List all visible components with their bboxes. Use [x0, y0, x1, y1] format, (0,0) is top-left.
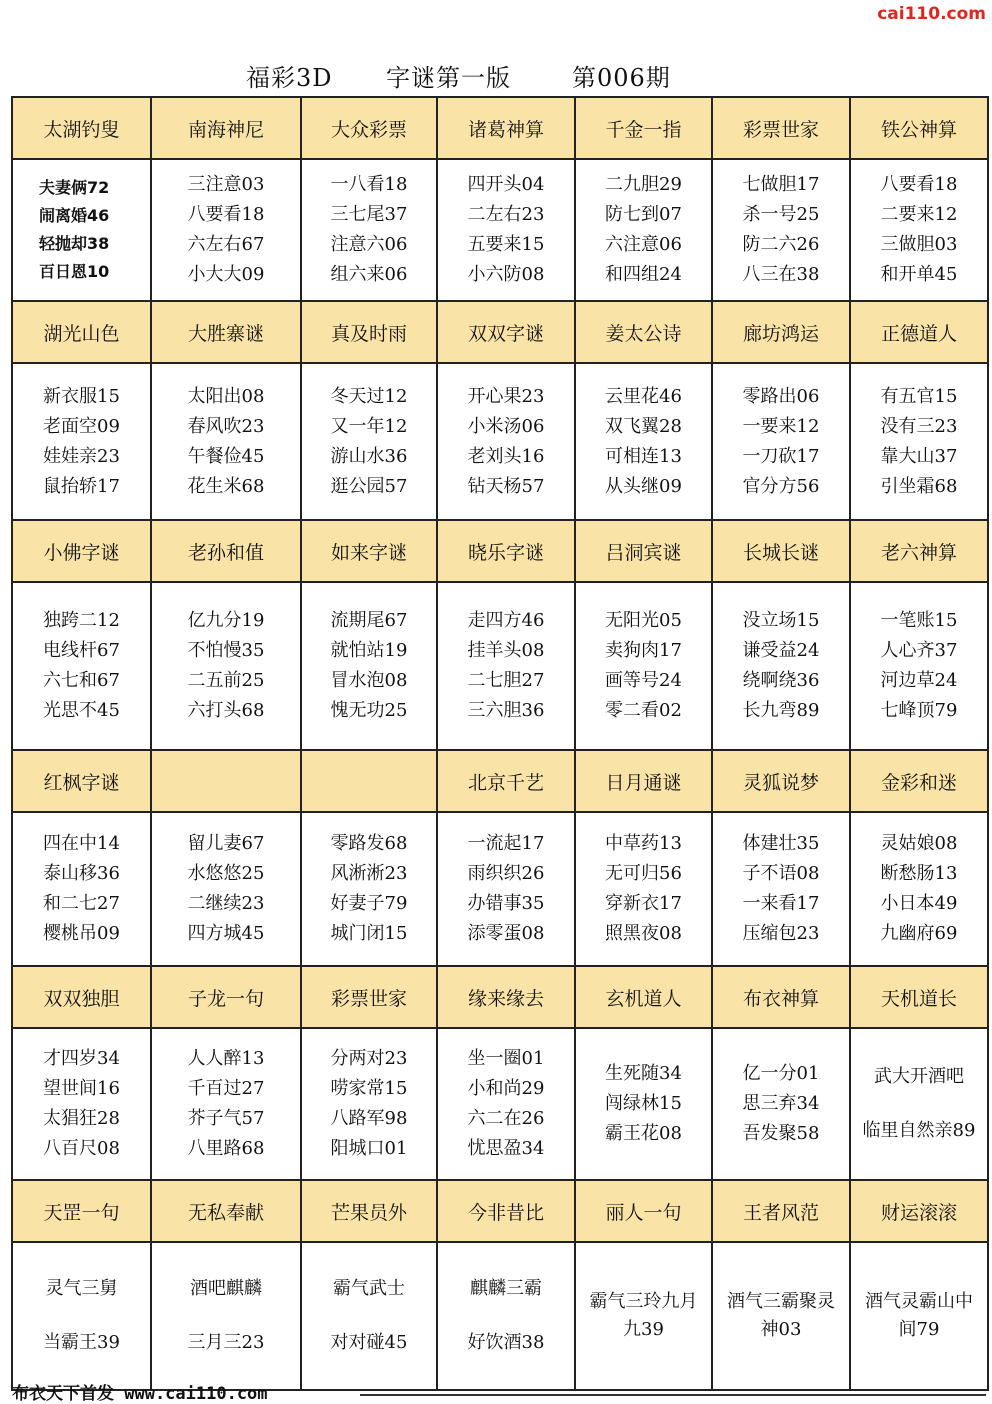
riddle-line: 三做胆03 — [880, 234, 958, 255]
footer-divider — [360, 1394, 986, 1396]
riddle-cell — [437, 1242, 575, 1390]
column-source-name: 无私奉献 — [151, 1180, 301, 1242]
riddle-line: 望世间16 — [43, 1078, 120, 1099]
riddle-line: 七做胆17 — [742, 174, 820, 195]
riddle-row — [12, 812, 988, 966]
riddle-line: 杀一号25 — [742, 204, 820, 225]
column-source-name: 晓乐字谜 — [437, 520, 575, 582]
riddle-line: 二九胆29 — [605, 174, 682, 195]
riddle-line: 泰山移36 — [43, 863, 120, 884]
lottery-name: 福彩3D — [246, 64, 333, 92]
column-source-name: 丽人一句 — [575, 1180, 712, 1242]
riddle-line: 四开头04 — [467, 174, 545, 195]
riddle-line: 阳城口01 — [330, 1138, 408, 1159]
riddle-cell — [712, 159, 850, 301]
riddle-line: 花生米68 — [187, 475, 265, 497]
riddle-line: 和四组24 — [605, 264, 682, 285]
column-source-name: 今非昔比 — [437, 1180, 575, 1242]
riddle-line: 小大大09 — [187, 264, 265, 285]
riddle-line: 冒水泡08 — [330, 670, 408, 691]
riddle-line: 三七尾37 — [330, 204, 408, 225]
riddle-line: 百日恩10 — [39, 262, 110, 281]
riddle-line: 不怕慢35 — [187, 640, 265, 661]
riddle-line: 和开单45 — [880, 264, 958, 285]
riddle-line: 二左右23 — [467, 204, 545, 225]
riddle-line: 二继续23 — [187, 893, 265, 914]
riddle-line: 当霸王39 — [43, 1332, 120, 1353]
riddle-line: 长九弯89 — [742, 700, 820, 721]
riddle-line: 临里自然亲89 — [862, 1120, 976, 1141]
riddle-line: 照黑夜08 — [605, 923, 682, 944]
riddle-line: 水悠悠25 — [187, 863, 265, 884]
riddle-line: 四方城45 — [187, 923, 265, 944]
riddle-line: 酒吧麒麟 — [190, 1278, 262, 1299]
riddle-line: 人人醉13 — [187, 1048, 265, 1069]
riddle-line: 太阳出08 — [187, 385, 265, 407]
riddle-line: 一刀砍17 — [742, 445, 820, 467]
riddle-line: 流期尾67 — [330, 610, 408, 631]
riddle-row — [12, 363, 988, 520]
riddle-line: 唠家常15 — [330, 1078, 408, 1099]
column-source-name: 日月通谜 — [575, 750, 712, 812]
riddle-line: 七峰顶79 — [880, 700, 958, 721]
column-source-name: 小佛字谜 — [12, 520, 151, 582]
riddle-line: 防七到07 — [605, 204, 682, 225]
riddle-line: 官分方56 — [742, 475, 820, 497]
riddle-line: 卖狗肉17 — [605, 640, 682, 661]
riddle-cell — [12, 363, 151, 520]
column-source-name: 子龙一句 — [151, 966, 301, 1028]
riddle-line: 小和尚29 — [467, 1078, 545, 1099]
riddle-line: 一笔账15 — [880, 610, 958, 631]
riddle-line: 亿一分01 — [742, 1063, 820, 1084]
riddle-line: 零路发68 — [330, 833, 408, 854]
issue-number: 第006期 — [572, 64, 671, 92]
riddle-line: 生死随34 — [605, 1063, 682, 1084]
riddle-line: 小日本49 — [880, 893, 958, 914]
column-source-name: 彩票世家 — [712, 97, 850, 159]
riddle-line: 鼠抬轿17 — [43, 475, 120, 497]
riddle-line: 人心齐37 — [880, 640, 958, 661]
riddle-line: 闹离婚46 — [39, 206, 110, 225]
column-source-name: 南海神尼 — [151, 97, 301, 159]
riddle-cell — [12, 159, 151, 301]
riddle-cell — [151, 582, 301, 750]
riddle-line: 五要来15 — [467, 234, 545, 255]
riddle-line: 中草药13 — [605, 833, 682, 854]
riddle-line: 组六来06 — [330, 264, 408, 285]
riddle-line: 坐一圈01 — [467, 1048, 545, 1069]
riddle-line: 走四方46 — [467, 610, 545, 631]
riddle-line: 钻天杨57 — [467, 475, 545, 497]
riddle-line: 八要看18 — [187, 204, 265, 225]
riddle-row — [12, 582, 988, 750]
riddle-line: 挂羊头08 — [467, 640, 545, 661]
riddle-line: 九幽府69 — [880, 923, 958, 944]
column-source-name — [151, 750, 301, 812]
riddle-line: 千百过27 — [187, 1078, 265, 1099]
riddle-cell — [437, 159, 575, 301]
riddle-line: 愧无功25 — [330, 700, 408, 721]
riddle-line: 六七和67 — [43, 670, 120, 691]
site-watermark: cai110.com — [877, 4, 986, 24]
riddle-line: 分两对23 — [330, 1048, 408, 1069]
riddle-line: 灵气三舅 — [45, 1278, 118, 1299]
riddle-line: 才四岁34 — [43, 1048, 120, 1069]
column-source-name: 太湖钓叟 — [12, 97, 151, 159]
riddle-cell — [850, 363, 988, 520]
column-source-name: 玄机道人 — [575, 966, 712, 1028]
riddle-line: 云里花46 — [605, 385, 682, 407]
riddle-line: 独跨二12 — [43, 610, 120, 631]
riddle-line: 无阳光05 — [605, 610, 682, 631]
riddle-line: 办错事35 — [467, 893, 545, 914]
riddle-cell — [850, 1242, 988, 1390]
riddle-line: 风淅淅23 — [330, 863, 408, 884]
riddle-line: 霸王花08 — [605, 1123, 682, 1144]
riddle-row — [12, 1242, 988, 1390]
riddle-line: 又一年12 — [330, 415, 408, 437]
riddle-cell — [850, 812, 988, 966]
riddle-line: 八三在38 — [742, 264, 820, 285]
riddle-line: 午餐俭45 — [187, 445, 265, 467]
riddle-cell — [575, 812, 712, 966]
riddle-line: 双飞翼28 — [605, 415, 682, 437]
riddle-line: 小米汤06 — [467, 415, 545, 437]
riddle-cell — [12, 1242, 151, 1390]
riddle-line: 老面空09 — [43, 415, 120, 437]
riddle-line: 雨织织26 — [467, 863, 545, 884]
riddle-line: 八里路68 — [187, 1138, 265, 1159]
riddle-cell — [301, 1028, 437, 1180]
riddle-line: 吾发聚58 — [742, 1123, 820, 1144]
riddle-line: 酒气灵霸山中间79 — [865, 1291, 973, 1340]
riddle-line: 城门闭15 — [330, 923, 408, 944]
column-source-name: 北京千艺 — [437, 750, 575, 812]
riddle-cell — [151, 159, 301, 301]
riddle-line: 开心果23 — [467, 385, 545, 407]
column-source-name: 诸葛神算 — [437, 97, 575, 159]
footer-credit: 布衣天下首发 www.cai110.com — [12, 1384, 268, 1404]
riddle-line: 六注意06 — [605, 234, 682, 255]
riddle-line: 没立场15 — [742, 610, 820, 631]
riddle-line: 对对碰45 — [330, 1332, 408, 1353]
column-source-name: 真及时雨 — [301, 301, 437, 363]
riddle-cell — [850, 1028, 988, 1180]
riddle-line: 可相连13 — [605, 445, 682, 467]
riddle-cell — [301, 1242, 437, 1390]
riddle-line: 太猖狂28 — [43, 1108, 120, 1129]
column-source-name: 姜太公诗 — [575, 301, 712, 363]
riddle-line: 新衣服15 — [43, 385, 120, 407]
riddle-line: 八要看18 — [880, 174, 958, 195]
riddle-line: 霸气三玲九月九39 — [589, 1291, 698, 1340]
riddle-line: 夫妻俩72 — [39, 178, 110, 197]
riddle-line: 光思不45 — [43, 700, 120, 721]
riddle-line: 三六胆36 — [467, 700, 545, 721]
riddle-cell — [575, 159, 712, 301]
riddle-line: 就怕站19 — [330, 640, 408, 661]
riddle-line: 留儿妻67 — [187, 833, 265, 854]
riddle-line: 春风吹23 — [187, 415, 265, 437]
riddle-line: 好饮酒38 — [467, 1332, 545, 1353]
riddle-cell — [437, 582, 575, 750]
riddle-cell — [12, 1028, 151, 1180]
riddle-cell — [437, 812, 575, 966]
riddle-line: 压缩包23 — [742, 923, 820, 944]
riddle-line: 六二在26 — [467, 1108, 545, 1129]
riddle-line: 娃娃亲23 — [43, 445, 120, 467]
column-source-name: 芒果员外 — [301, 1180, 437, 1242]
riddle-cell — [12, 812, 151, 966]
column-source-name: 彩票世家 — [301, 966, 437, 1028]
riddle-line: 一流起17 — [467, 833, 545, 854]
column-source-name: 缘来缘去 — [437, 966, 575, 1028]
riddle-line: 游山水36 — [330, 445, 408, 467]
riddle-line: 酒气三霸聚灵神03 — [727, 1291, 835, 1340]
riddle-line: 靠大山37 — [880, 445, 958, 467]
column-source-name: 廊坊鸿运 — [712, 301, 850, 363]
riddle-line: 芥子气57 — [187, 1108, 265, 1129]
riddle-cell — [151, 363, 301, 520]
riddle-line: 好妻子79 — [330, 893, 408, 914]
column-source-name: 长城长谜 — [712, 520, 850, 582]
riddle-cell — [437, 1028, 575, 1180]
riddle-line: 零路出06 — [742, 385, 820, 407]
riddle-cell — [575, 582, 712, 750]
riddle-line: 谦受益24 — [742, 640, 820, 661]
riddle-line: 引坐霜68 — [880, 475, 958, 497]
riddle-line: 冬天过12 — [330, 385, 408, 407]
riddle-line: 三月三23 — [187, 1332, 265, 1353]
column-source-name: 千金一指 — [575, 97, 712, 159]
column-source-name: 金彩和迷 — [850, 750, 988, 812]
riddle-line: 子不语08 — [742, 863, 820, 884]
column-source-name — [301, 750, 437, 812]
header-row — [12, 97, 988, 159]
riddle-cell — [712, 1242, 850, 1390]
riddle-cell — [850, 582, 988, 750]
riddle-line: 零二看02 — [605, 700, 682, 721]
riddle-line: 霸气武士 — [333, 1278, 405, 1299]
riddle-cell — [712, 1028, 850, 1180]
column-source-name: 吕洞宾谜 — [575, 520, 712, 582]
column-source-name: 老六神算 — [850, 520, 988, 582]
column-source-name: 灵狐说梦 — [712, 750, 850, 812]
riddle-cell — [301, 159, 437, 301]
column-source-name: 大胜寨谜 — [151, 301, 301, 363]
riddle-cell — [712, 812, 850, 966]
riddle-line: 电线杆67 — [43, 640, 120, 661]
riddle-cell — [712, 363, 850, 520]
riddle-line: 从头继09 — [605, 475, 682, 497]
riddle-cell — [850, 159, 988, 301]
riddle-line: 思三弃34 — [742, 1093, 820, 1114]
riddle-cell — [301, 363, 437, 520]
riddle-line: 防二六26 — [742, 234, 820, 255]
column-source-name: 天罡一句 — [12, 1180, 151, 1242]
riddle-line: 二七胆27 — [467, 670, 545, 691]
riddle-line: 三注意03 — [187, 174, 265, 195]
column-source-name: 财运滚滚 — [850, 1180, 988, 1242]
riddle-cell — [151, 1242, 301, 1390]
riddle-row — [12, 1028, 988, 1180]
header-row — [12, 750, 988, 812]
riddle-line: 六左右67 — [187, 234, 265, 255]
header-row — [12, 966, 988, 1028]
column-source-name: 布衣神算 — [712, 966, 850, 1028]
column-source-name: 天机道长 — [850, 966, 988, 1028]
riddle-cell — [301, 812, 437, 966]
riddle-cell — [12, 582, 151, 750]
column-source-name: 红枫字谜 — [12, 750, 151, 812]
riddle-line: 轻抛却38 — [39, 234, 110, 253]
riddle-line: 二五前25 — [187, 670, 265, 691]
riddle-line: 麒麟三霸 — [470, 1278, 542, 1299]
riddle-line: 小六防08 — [467, 264, 545, 285]
riddle-line: 体建壮35 — [742, 833, 820, 854]
riddle-cell — [575, 1028, 712, 1180]
riddle-row — [12, 159, 988, 301]
riddle-line: 忧思盈34 — [467, 1138, 545, 1159]
header-row — [12, 1180, 988, 1242]
riddle-line: 武大开酒吧 — [874, 1066, 964, 1087]
riddle-line: 画等号24 — [605, 670, 682, 691]
riddle-line: 闯绿林15 — [605, 1093, 682, 1114]
riddle-line: 八路军98 — [330, 1108, 408, 1129]
riddle-cell — [712, 582, 850, 750]
riddle-line: 添零蛋08 — [467, 923, 545, 944]
riddle-line: 樱桃吊09 — [43, 923, 120, 944]
riddle-cell — [575, 363, 712, 520]
riddle-line: 和二七27 — [43, 893, 120, 914]
column-source-name: 铁公神算 — [850, 97, 988, 159]
riddle-cell — [575, 1242, 712, 1390]
riddle-line: 一八看18 — [330, 174, 408, 195]
riddle-line: 河边草24 — [880, 670, 958, 691]
riddle-line: 二要来12 — [880, 204, 958, 225]
riddle-cell — [151, 1028, 301, 1180]
column-source-name: 老孙和值 — [151, 520, 301, 582]
riddle-line: 没有三23 — [880, 415, 958, 437]
riddle-table — [11, 96, 989, 1391]
column-source-name: 如来字谜 — [301, 520, 437, 582]
page-title — [0, 58, 992, 92]
riddle-line: 灵姑娘08 — [880, 833, 958, 854]
riddle-line: 无可归56 — [605, 863, 682, 884]
column-source-name: 湖光山色 — [12, 301, 151, 363]
column-source-name: 王者风范 — [712, 1180, 850, 1242]
riddle-line: 一来看17 — [742, 893, 820, 914]
riddle-cell — [151, 812, 301, 966]
riddle-cell — [301, 582, 437, 750]
riddle-line: 有五官15 — [880, 385, 958, 407]
riddle-line: 老刘头16 — [467, 445, 545, 467]
riddle-line: 四在中14 — [43, 833, 120, 854]
riddle-line: 绕啊绕36 — [742, 670, 820, 691]
riddle-line: 注意六06 — [330, 234, 408, 255]
header-row — [12, 301, 988, 363]
column-source-name: 正德道人 — [850, 301, 988, 363]
riddle-line: 亿九分19 — [187, 610, 265, 631]
riddle-line: 逛公园57 — [330, 475, 408, 497]
riddle-line: 一要来12 — [742, 415, 820, 437]
riddle-line: 穿新衣17 — [605, 893, 682, 914]
column-source-name: 大众彩票 — [301, 97, 437, 159]
riddle-cell — [437, 363, 575, 520]
riddle-line: 断愁肠13 — [880, 863, 958, 884]
column-source-name: 双双独胆 — [12, 966, 151, 1028]
column-source-name: 双双字谜 — [437, 301, 575, 363]
edition-name: 字谜第一版 — [386, 64, 511, 92]
header-row — [12, 520, 988, 582]
riddle-line: 六打头68 — [187, 700, 265, 721]
riddle-line: 八百尺08 — [43, 1138, 120, 1159]
